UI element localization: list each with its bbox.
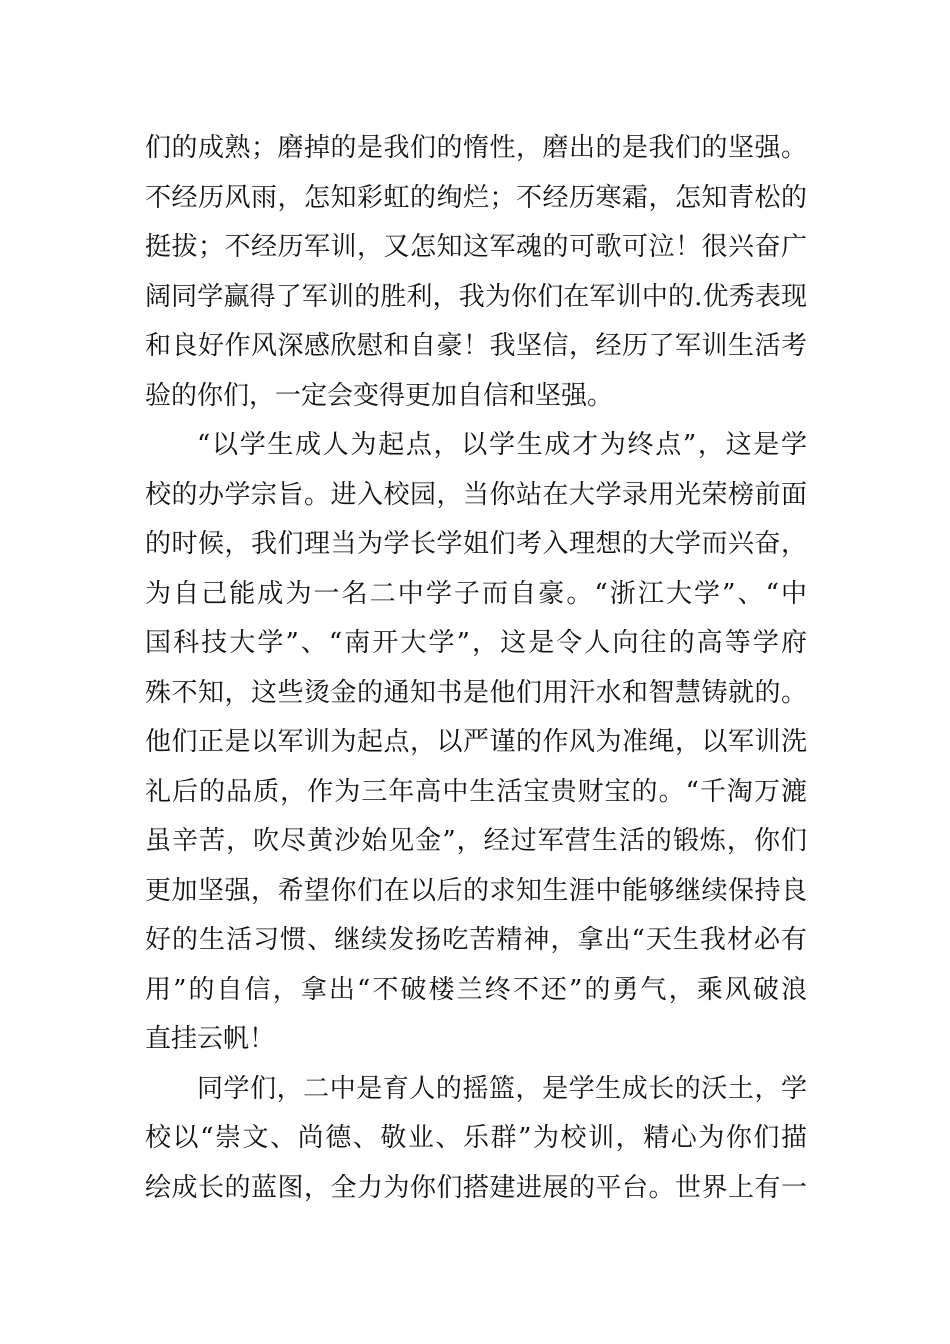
text-line: 用”的自信，拿出“不破楼兰终不还”的勇气，乘风破浪: [145, 974, 807, 1005]
text-line: 的时候，我们理当为学长学姐们考入理想的大学而兴奋，: [145, 529, 807, 559]
text-line: 虽辛苦，吹尽黄沙始见金”，经过军营生活的锻炼，你们: [145, 826, 807, 856]
text-line: “以学生成人为起点，以学生成才为终点”，这是学: [197, 430, 807, 460]
text-line: 更加坚强，希望你们在以后的求知生涯中能够继续保持良: [145, 875, 807, 906]
text-line: 和良好作风深感欣慰和自豪！我坚信，经历了军训生活考: [145, 331, 807, 361]
text-line: 直挂云帆！: [145, 1024, 276, 1054]
text-line: 校以“崇文、尚德、敬业、乐群”为校训，精心为你们描: [145, 1123, 807, 1153]
text-line: 不经历风雨，怎知彩虹的绚烂；不经历寒霜，怎知青松的: [145, 182, 807, 213]
text-line: 国科技大学”、“南开大学”，这是令人向往的高等学府: [145, 628, 807, 658]
text-line: 礼后的品质，作为三年高中生活宝贵财宝的。“千淘万漉: [145, 776, 807, 807]
text-line: 挺拔；不经历军训，又怎知这军魂的可歌可泣！很兴奋广: [145, 232, 807, 262]
text-line: 绘成长的蓝图，全力为你们搭建进展的平台。世界上有一: [145, 1172, 807, 1203]
text-line: 同学们，二中是育人的摇篮，是学生成长的沃土，学: [197, 1073, 807, 1104]
text-line: 阔同学赢得了军训的胜利，我为你们在军训中的.优秀表现: [145, 281, 807, 312]
text-line: 们的成熟；磨掉的是我们的惰性，磨出的是我们的坚强。: [145, 133, 807, 163]
text-line: 好的生活习惯、继续发扬吃苦精神，拿出“天生我材必有: [145, 925, 807, 955]
text-line: 为自己能成为一名二中学子而自豪。“浙江大学”、“中: [145, 578, 807, 609]
text-line: 验的你们，一定会变得更加自信和坚强。: [145, 380, 614, 411]
text-line: 他们正是以军训为起点，以严谨的作风为准绳，以军训洗: [145, 727, 807, 757]
text-line: 殊不知，这些烫金的通知书是他们用汗水和智慧铸就的。: [145, 677, 807, 708]
document-body: [145, 124, 807, 1213]
text-line: 校的办学宗旨。进入校园，当你站在大学录用光荣榜前面: [145, 479, 807, 510]
